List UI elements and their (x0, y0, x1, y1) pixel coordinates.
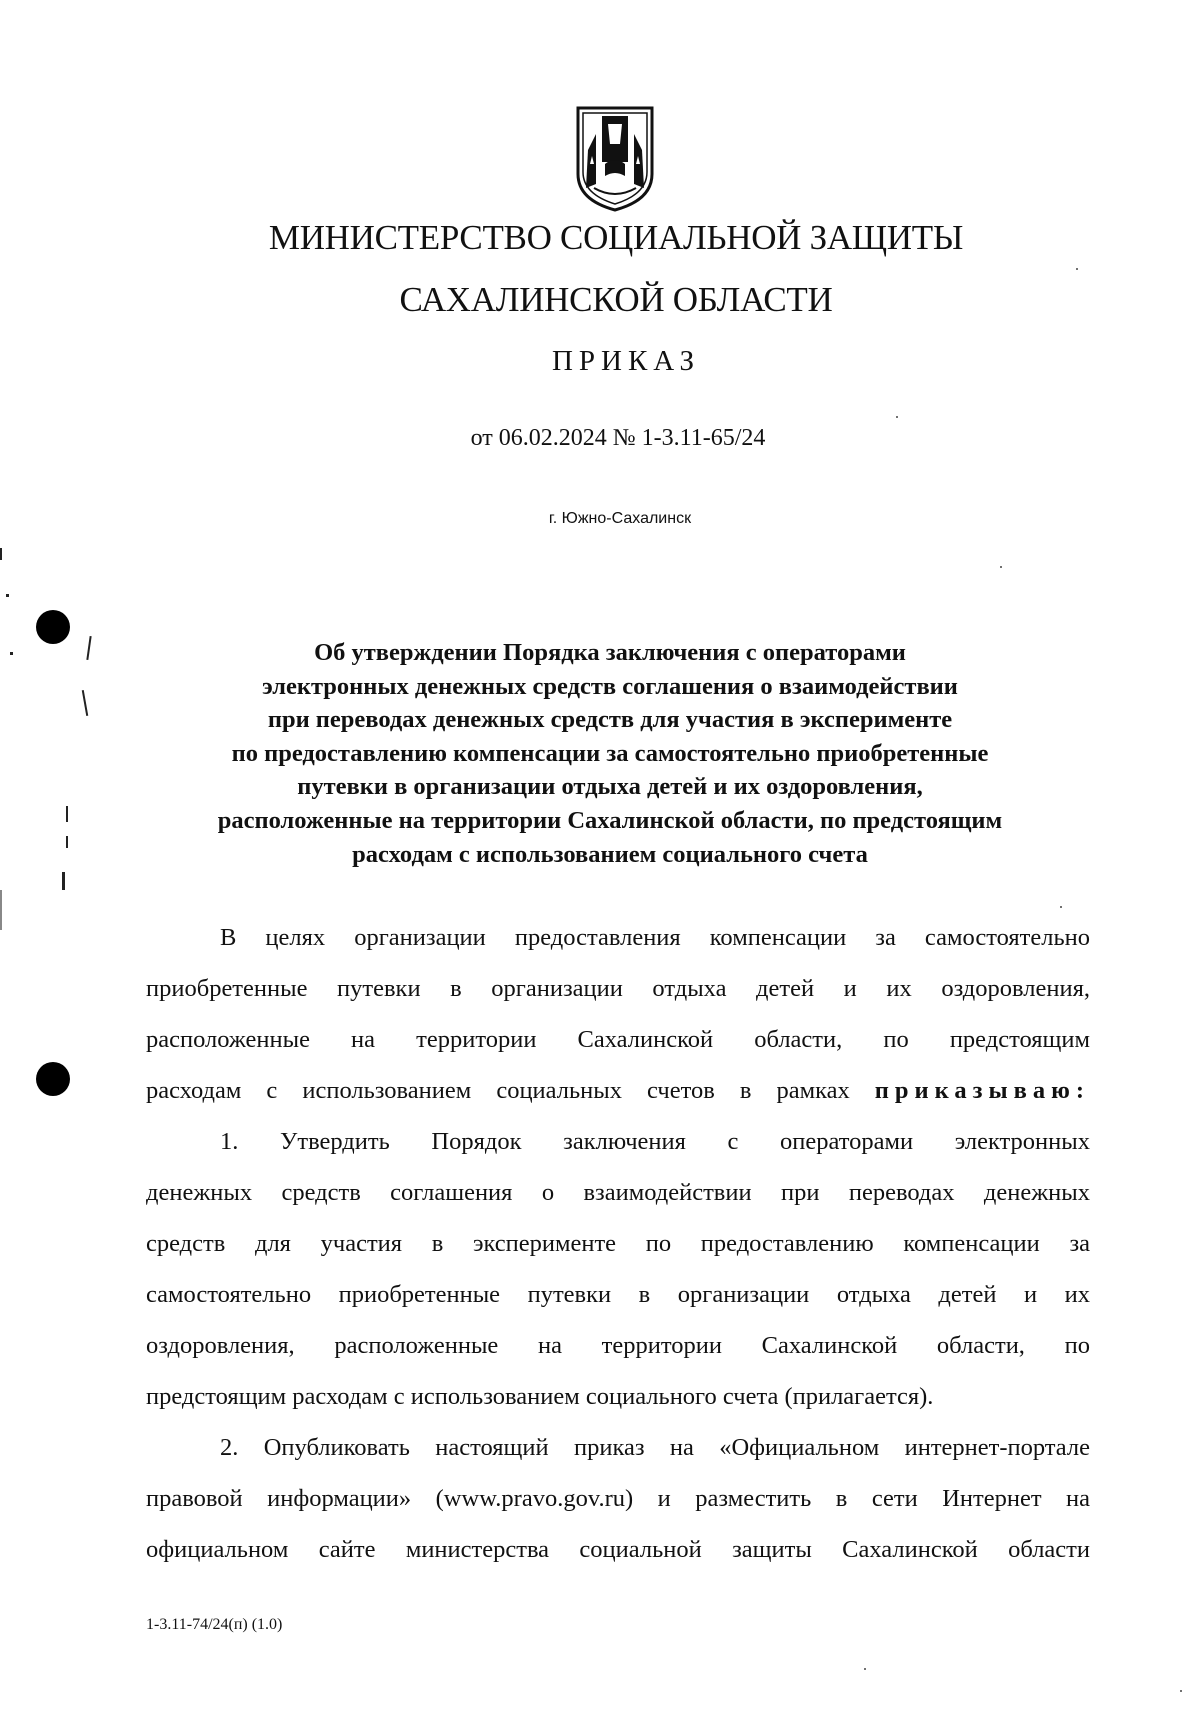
scan-mark (0, 548, 2, 560)
punch-hole (36, 610, 70, 644)
order-date: от 06.02.2024 (470, 425, 607, 451)
scan-mark (10, 652, 13, 655)
city-line: г. Южно-Сахалинск (548, 510, 692, 527)
footer-doc-code: 1-3.11-74/24(п) (1.0) (146, 1616, 283, 1633)
scan-mark (82, 690, 88, 716)
body-line: официальном сайте министерства социальной защиты Сахалинской области (146, 1536, 1090, 1563)
order-date-number (18, 425, 1200, 452)
body-line: денежных средств соглашения о взаимодействии при переводах денежных (146, 1179, 1090, 1206)
scan-mark (0, 890, 2, 930)
scan-speck (1060, 906, 1062, 908)
body-line: 1. Утвердить Порядок заключения с операторами электронных (220, 1128, 1090, 1155)
coat-of-arms-emblem (572, 104, 658, 212)
order-number: № 1-3.11-65/24 (612, 425, 766, 451)
title-line: электронных денежных средств соглашения о взаимодействии (262, 672, 958, 700)
scan-speck (896, 416, 898, 418)
title-line: путевки в организации отдыха детей и их оздоровления, (297, 773, 923, 801)
body-line: средств для участия в эксперименте по предоставлению компенсации за (146, 1230, 1090, 1257)
body-line: В целях организации предоставления компенсации за самостоятельно (220, 924, 1090, 951)
body-line: приобретенные путевки в организации отдыха детей и их оздоровления, (146, 975, 1090, 1002)
body-line-command (146, 1074, 1090, 1108)
body-text-fragment: расходам с использованием социальных счетов в рамках (146, 1077, 850, 1104)
scan-mark (6, 594, 9, 597)
scan-speck (864, 1668, 866, 1670)
scan-mark (66, 836, 68, 848)
body-line: оздоровления, расположенные на территории Сахалинской области, по (146, 1332, 1090, 1359)
title-line: Об утверждении Порядка заключения с операторами (314, 639, 906, 666)
body-line: расположенные на территории Сахалинской области, по предстоящим (146, 1026, 1090, 1053)
body-line: самостоятельно приобретенные путевки в организации отдыха детей и их (146, 1281, 1090, 1308)
title-line: по предоставлению компенсации за самостоятельно приобретенные (231, 739, 989, 767)
document-type: ПРИКАЗ (551, 345, 701, 377)
scan-mark (62, 872, 65, 890)
punch-hole (36, 1062, 70, 1096)
title-line: расходам с использованием социального счета (352, 840, 868, 868)
body-line: правовой информации» (www.pravo.gov.ru) и разместить в сети Интернет на (146, 1485, 1090, 1512)
scan-speck (1180, 1690, 1182, 1692)
scan-speck (1076, 268, 1078, 270)
title-line: при переводах денежных средств для участия в эксперименте (267, 706, 953, 734)
ministry-name-line2: САХАЛИНСКОЙ ОБЛАСТИ (399, 280, 833, 319)
command-word: приказываю: (874, 1077, 1090, 1104)
title-line: расположенные на территории Сахалинской области, по предстоящим (217, 806, 1003, 834)
body-line: 2. Опубликовать настоящий приказ на «Официальном интернет-портале (220, 1434, 1090, 1461)
document-title (145, 636, 1075, 871)
scan-speck (1000, 566, 1002, 568)
body-line: предстоящим расходам с использованием социального счета (прилагается). (146, 1383, 934, 1410)
scan-mark (66, 806, 68, 822)
scan-mark (86, 636, 91, 660)
ministry-name-line1: МИНИСТЕРСТВО СОЦИАЛЬНОЙ ЗАЩИТЫ (268, 218, 964, 257)
